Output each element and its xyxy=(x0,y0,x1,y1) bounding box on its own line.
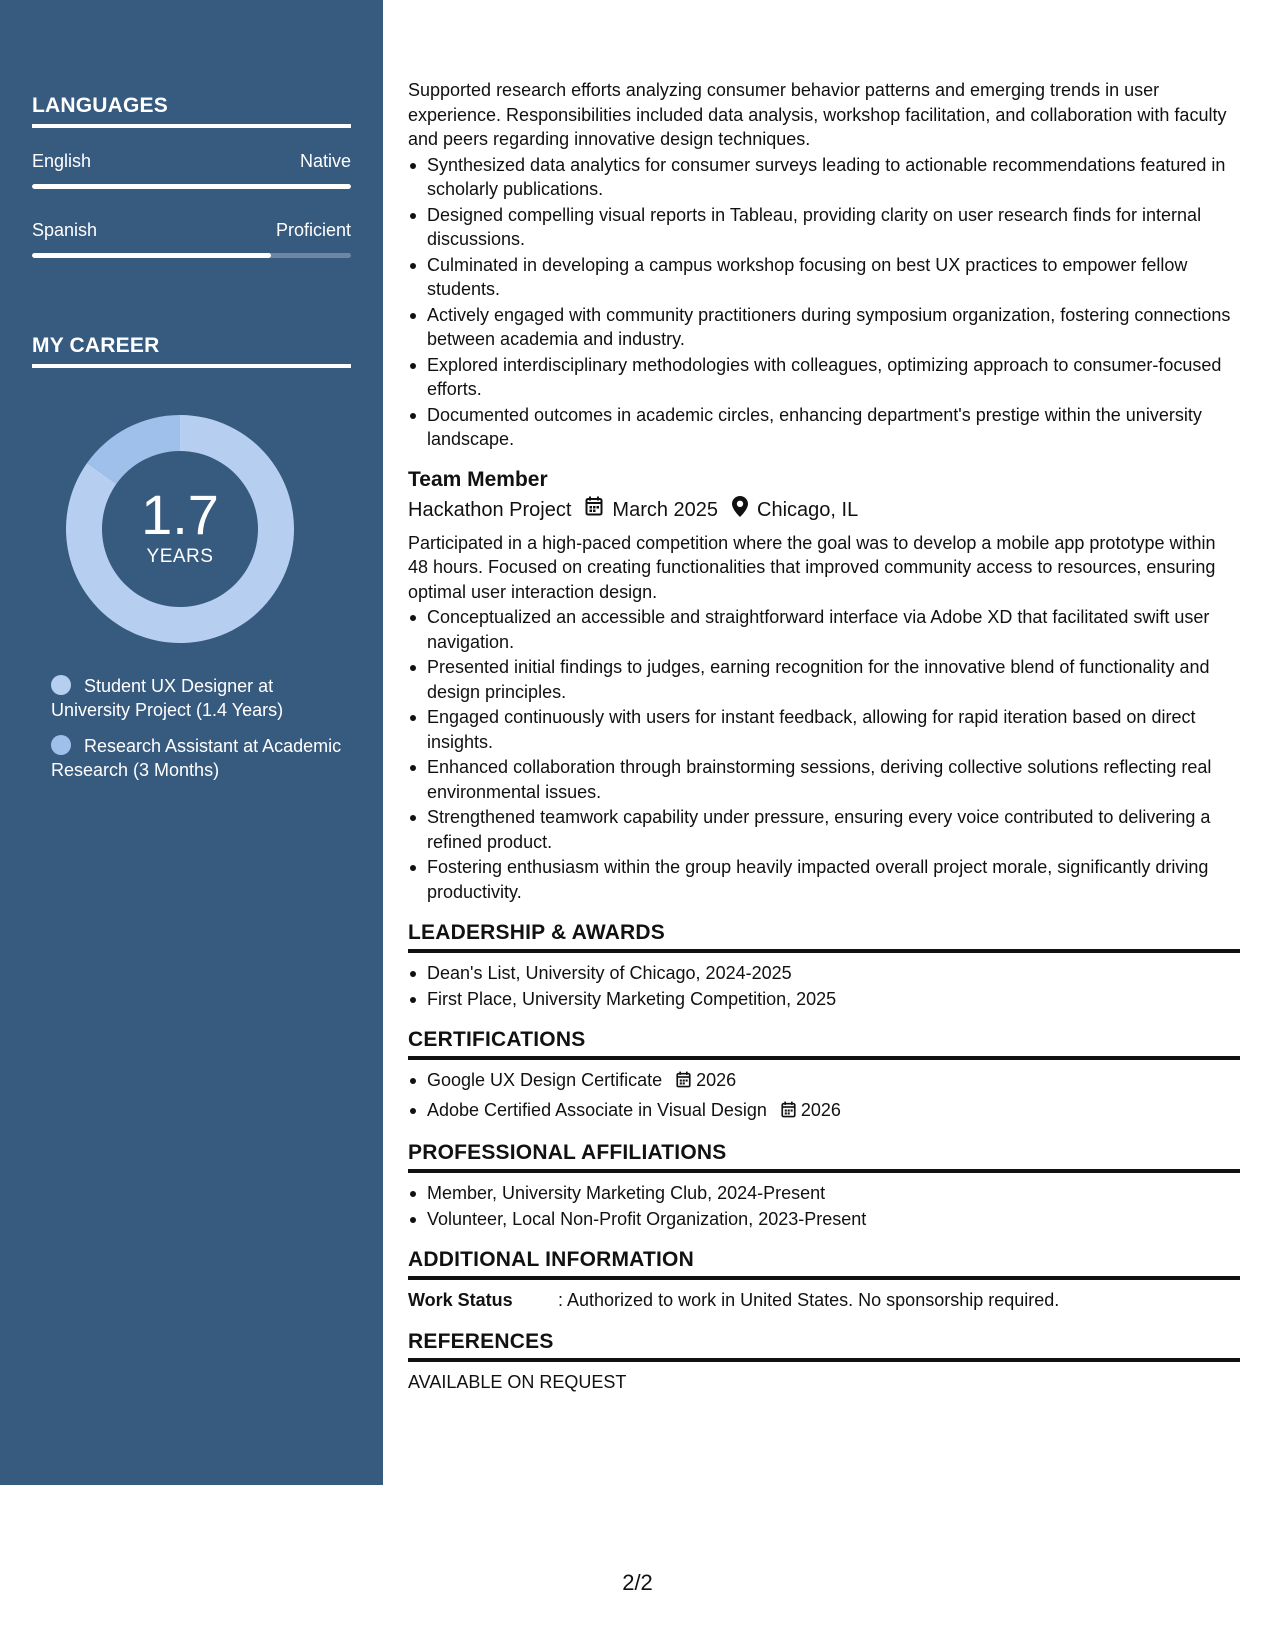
career-donut-center xyxy=(66,415,294,643)
bullet-item: Explored interdisciplinary methodologies with colleagues, optimizing approach to consumer-focused efforts. xyxy=(408,353,1240,402)
legend-dot-icon xyxy=(51,735,71,755)
work-status-value: : Authorized to work in United States. No sponsorship required. xyxy=(558,1290,1060,1310)
page-number: 2/2 xyxy=(622,1570,653,1595)
career-total-unit: YEARS xyxy=(146,546,214,567)
work-status-row xyxy=(408,1288,1240,1313)
bullet-item: Member, University Marketing Club, 2024-Present xyxy=(408,1181,1240,1206)
bullet-item: Presented initial findings to judges, earning recognition for the innovative blend of functionality and design principles. xyxy=(408,655,1240,704)
bullet-item: Conceptualized an accessible and straightforward interface via Adobe XD that facilitated swift user navigation. xyxy=(408,605,1240,654)
bullet-item: Documented outcomes in academic circles, enhancing department's prestige within the university landscape. xyxy=(408,403,1240,452)
language-bar-fill xyxy=(32,253,271,258)
bullet-item: Actively engaged with community practitioners during symposium organization, fostering connections between academia and industry. xyxy=(408,303,1240,352)
career-legend-label: Research Assistant at Academic Research (3 Months) xyxy=(51,736,342,780)
references-heading: REFERENCES xyxy=(408,1329,1240,1362)
language-bar-fill xyxy=(32,184,351,189)
certifications-list xyxy=(408,1068,1240,1124)
languages-heading: LANGUAGES xyxy=(32,94,351,128)
language-row-english xyxy=(32,151,351,172)
career-total-value: 1.7 xyxy=(141,483,219,546)
main-content xyxy=(408,78,1240,1394)
bullet-item: Strengthened teamwork capability under pressure, ensuring every voice contributed to delivering a refined product. xyxy=(408,805,1240,854)
career-legend-label: Student UX Designer at University Project (1.4 Years) xyxy=(51,676,284,720)
additional-info-heading: ADDITIONAL INFORMATION xyxy=(408,1247,1240,1280)
experience-intro-paragraph: Supported research efforts analyzing consumer behavior patterns and emerging trends in user experience. Responsibilities included data analysis, workshop facilitation, and collaboration with faculty and peers regarding innovative design techniques. xyxy=(408,80,1227,149)
bullet-item: Fostering enthusiasm within the group heavily impacted overall project morale, significantly driving productivity. xyxy=(408,855,1240,904)
certification-item xyxy=(408,1098,1240,1125)
sidebar xyxy=(0,0,383,1485)
language-level: Native xyxy=(299,151,351,171)
certification-year: 2026 xyxy=(696,1070,737,1090)
career-legend-item xyxy=(51,674,351,722)
job-organization: Hackathon Project xyxy=(408,499,572,521)
calendar-icon xyxy=(585,496,603,524)
bullet-item: Volunteer, Local Non-Profit Organization, 2023-Present xyxy=(408,1207,1240,1232)
language-level: Proficient xyxy=(275,220,351,240)
bullet-item: Synthesized data analytics for consumer surveys leading to actionable recommendations featured in scholarly publications. xyxy=(408,153,1240,202)
certification-item xyxy=(408,1068,1240,1095)
career-legend xyxy=(51,674,351,794)
job-paragraph: Participated in a high-paced competition where the goal was to develop a mobile app prototype within 48 hours. Focused on creating functionalities that improved community access to resources, ensuring optimal user interaction design. xyxy=(408,532,1216,602)
references-text: AVAILABLE ON REQUEST xyxy=(408,1371,627,1392)
leadership-heading: LEADERSHIP & AWARDS xyxy=(408,920,1240,953)
certification-name: Google UX Design Certificate xyxy=(427,1070,663,1090)
bullet-item: Designed compelling visual reports in Tableau, providing clarity on user research finds for internal discussions. xyxy=(408,203,1240,252)
job-title: Team Member xyxy=(408,467,548,491)
calendar-icon xyxy=(676,1070,691,1095)
job-date: March 2025 xyxy=(612,499,719,521)
job-location: Chicago, IL xyxy=(757,499,859,521)
location-pin-icon xyxy=(732,496,748,525)
job-meta xyxy=(408,496,1240,525)
bullet-item: Dean's List, University of Chicago, 2024-2025 xyxy=(408,961,1240,986)
affiliations-heading: PROFESSIONAL AFFILIATIONS xyxy=(408,1140,1240,1173)
certifications-heading: CERTIFICATIONS xyxy=(408,1027,1240,1060)
language-name: Spanish xyxy=(32,220,98,240)
certification-year: 2026 xyxy=(800,1099,841,1120)
calendar-icon xyxy=(781,1100,796,1125)
legend-dot-icon xyxy=(51,675,71,695)
career-legend-item xyxy=(51,734,351,782)
language-name: English xyxy=(32,151,92,171)
bullet-item: Enhanced collaboration through brainstorming sessions, deriving collective solutions reflecting real environmental issues. xyxy=(408,755,1240,804)
career-donut-chart xyxy=(66,415,294,643)
leadership-list xyxy=(408,961,1240,1011)
certification-name: Adobe Certified Associate in Visual Design xyxy=(427,1099,767,1120)
language-row-spanish xyxy=(32,220,351,241)
bullet-item: Culminated in developing a campus workshop focusing on best UX practices to empower fellow students. xyxy=(408,253,1240,302)
work-status-label: Work Status xyxy=(408,1290,513,1310)
career-heading: MY CAREER xyxy=(32,334,351,368)
bullet-item: First Place, University Marketing Competition, 2025 xyxy=(408,987,1240,1012)
job-bullets xyxy=(408,605,1240,904)
bullet-item: Engaged continuously with users for instant feedback, allowing for rapid iteration based on direct insights. xyxy=(408,705,1240,754)
experience-intro-bullets xyxy=(408,153,1240,452)
affiliations-list xyxy=(408,1181,1240,1231)
language-bar-spanish xyxy=(32,253,351,258)
language-bar-english xyxy=(32,184,351,189)
